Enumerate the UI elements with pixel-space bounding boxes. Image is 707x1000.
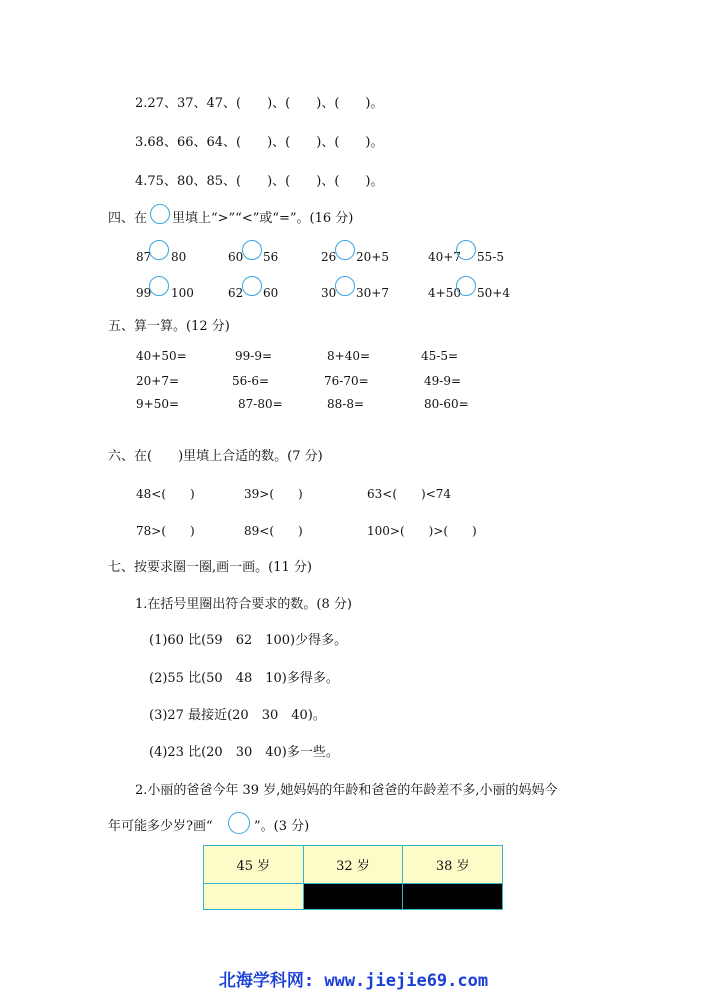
calc-item: 99-9=	[235, 349, 273, 363]
section5-title: 五、算一算。(12 分)	[108, 319, 230, 334]
section7-q2-line1: 2.小丽的爸爸今年 39 岁,她妈妈的年龄和爸爸的年龄差不多,小丽的妈妈今	[135, 783, 558, 798]
answer-circle[interactable]	[149, 276, 169, 296]
fill-blank: 48<( )	[136, 487, 195, 501]
cmp-left: 40+7	[428, 250, 461, 264]
cmp-right: 50+4	[477, 286, 510, 300]
section4-title-post: 里填上“>”“<”或“=”。(16 分)	[172, 211, 354, 226]
fill-blank: 78>( )	[136, 524, 195, 538]
answer-cell-filled	[403, 884, 503, 910]
fill-blank: 89<( )	[244, 524, 303, 538]
answer-circle[interactable]	[456, 276, 476, 296]
answer-cell[interactable]	[204, 884, 304, 910]
section6-title: 六、在( )里填上合适的数。(7 分)	[108, 449, 323, 464]
footer-watermark: 北海学科网: www.jiejie69.com	[218, 971, 489, 991]
cmp-left: 62	[228, 286, 244, 300]
calc-item: 20+7=	[136, 374, 180, 388]
calc-item: 87-80=	[238, 397, 283, 411]
calc-item: 76-70=	[324, 374, 369, 388]
age-option: 38 岁	[403, 846, 503, 884]
cmp-right: 20+5	[356, 250, 389, 264]
draw-circle-icon	[228, 812, 250, 834]
answer-circle[interactable]	[456, 240, 476, 260]
age-option: 32 岁	[303, 846, 403, 884]
answer-circle[interactable]	[335, 276, 355, 296]
cmp-right: 60	[263, 286, 279, 300]
calc-item: 45-5=	[421, 349, 459, 363]
answer-cell-filled	[303, 884, 403, 910]
calc-item: 8+40=	[327, 349, 371, 363]
cmp-right: 30+7	[356, 286, 389, 300]
age-options-table	[203, 845, 503, 910]
section7-title: 七、按要求圈一圈,画一画。(11 分)	[108, 560, 312, 575]
cmp-left: 26	[321, 250, 337, 264]
calc-item: 40+50=	[136, 349, 187, 363]
section7-q2-line2-pre: 年可能多少岁?画“	[108, 819, 213, 834]
answer-circle[interactable]	[242, 276, 262, 296]
cmp-left: 99	[136, 286, 152, 300]
calc-item: 56-6=	[232, 374, 270, 388]
section7-q1-title: 1.在括号里圈出符合要求的数。(8 分)	[135, 597, 352, 612]
cmp-left: 60	[228, 250, 244, 264]
circle-item: (4)23 比(20 30 40)多一些。	[149, 745, 339, 760]
cmp-right: 100	[171, 286, 194, 300]
cmp-right: 80	[171, 250, 187, 264]
circle-item: (2)55 比(50 48 10)多得多。	[149, 671, 339, 686]
fill-blank: 63<( )<74	[367, 487, 452, 501]
circle-item: (1)60 比(59 62 100)少得多。	[149, 633, 348, 648]
answer-circle[interactable]	[149, 240, 169, 260]
cmp-right: 55-5	[477, 250, 504, 264]
cmp-right: 56	[263, 250, 279, 264]
fill-blank: 100>( )>( )	[367, 524, 477, 538]
section4-title-pre: 四、在	[108, 211, 148, 226]
cmp-left: 87	[136, 250, 152, 264]
seq-question-4: 4.75、80、85、( )、( )、( )。	[135, 174, 384, 189]
cmp-left: 30	[321, 286, 337, 300]
answer-circle[interactable]	[242, 240, 262, 260]
fill-blank: 39>( )	[244, 487, 303, 501]
answer-circle-icon	[150, 204, 170, 224]
calc-item: 9+50=	[136, 397, 180, 411]
section7-q2-line2-post: ”。(3 分)	[254, 819, 310, 834]
calc-item: 49-9=	[424, 374, 462, 388]
circle-item: (3)27 最接近(20 30 40)。	[149, 708, 326, 723]
calc-item: 88-8=	[327, 397, 365, 411]
age-option: 45 岁	[204, 846, 304, 884]
seq-question-3: 3.68、66、64、( )、( )、( )。	[135, 135, 384, 150]
seq-question-2: 2.27、37、47、( )、( )、( )。	[135, 96, 384, 111]
answer-circle[interactable]	[335, 240, 355, 260]
cmp-left: 4+50	[428, 286, 461, 300]
calc-item: 80-60=	[424, 397, 469, 411]
